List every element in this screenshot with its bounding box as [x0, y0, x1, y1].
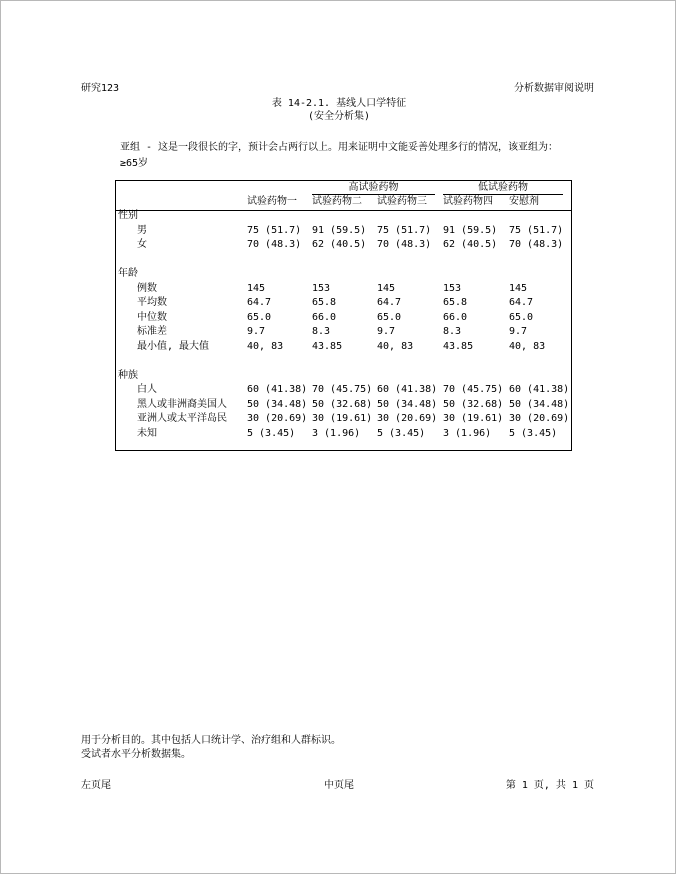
- header-doc-type: 分析数据审阅说明: [514, 83, 594, 94]
- table-cell: 30 (19.61): [312, 413, 373, 424]
- table-cell: 65.0: [509, 311, 534, 323]
- row-label: 亚洲人或太平洋岛民: [137, 413, 227, 424]
- table-cell: 65.8: [443, 297, 468, 308]
- row-label: 标准差: [137, 326, 167, 337]
- table-title: 表 14-2.1. 基线人口学特征: [271, 98, 407, 109]
- subgroup-note: 亚组 - 这是一段很长的字，预计会占两行以上。用来证明中文能妥善处理多行的情况，该亚组为： ≥65岁: [120, 142, 559, 169]
- table-cell: 9.7: [247, 326, 266, 337]
- table-cell: 30 (20.69): [377, 413, 438, 424]
- table-cell: 9.7: [377, 326, 396, 337]
- column-header: 试验药物二: [312, 196, 362, 207]
- table-cell: 75 (51.7): [247, 224, 302, 236]
- table-cell: 62 (40.5): [443, 239, 498, 250]
- table-cell: 60 (41.38): [377, 384, 438, 395]
- table-cell: 145: [247, 282, 266, 294]
- row-label: 例数: [137, 282, 157, 294]
- table-cell: 70 (48.3): [247, 239, 302, 250]
- table-cell: 75 (51.7): [509, 224, 564, 236]
- table-cell: 65.0: [377, 311, 402, 323]
- table-cell: 60 (41.38): [509, 384, 570, 395]
- table-cell: 5 (3.45): [377, 427, 426, 439]
- table-cell: 70 (45.75): [443, 384, 504, 395]
- column-header: 试验药物三: [377, 196, 427, 207]
- column-header: 安慰剂: [509, 196, 539, 207]
- table-cell: 30 (20.69): [509, 413, 570, 424]
- table-cell: 8.3: [443, 326, 462, 337]
- row-label: 男: [137, 224, 147, 236]
- section-label: 性别: [118, 210, 138, 221]
- table-cell: 145: [509, 282, 528, 294]
- row-label: 中位数: [137, 311, 167, 323]
- table-cell: 75 (51.7): [377, 224, 432, 236]
- table-cell: 9.7: [509, 326, 528, 337]
- table-cell: 66.0: [312, 311, 337, 323]
- footer-left: 左页尾: [81, 780, 111, 791]
- column-header: 试验药物四: [443, 196, 493, 207]
- table-cell: 145: [377, 282, 396, 294]
- table-cell: 40, 83: [247, 340, 284, 352]
- header-study-id: 研究123: [81, 83, 120, 94]
- table-cell: 70 (45.75): [312, 384, 373, 395]
- row-label: 最小值, 最大值: [137, 340, 210, 352]
- table-cell: 50 (34.48): [509, 398, 570, 410]
- table-cell: 43.85: [443, 340, 474, 352]
- table-subtitle: (安全分析集): [307, 111, 371, 122]
- table-cell: 153: [443, 282, 462, 294]
- table-cell: 64.7: [377, 297, 402, 308]
- section-label: 年龄: [118, 268, 138, 279]
- table-cell: 66.0: [443, 311, 468, 323]
- table-cell: 30 (19.61): [443, 413, 504, 424]
- table-cell: 70 (48.3): [509, 239, 564, 250]
- footer-center: 中页尾: [324, 780, 354, 791]
- table-cell: 43.85: [312, 340, 343, 352]
- table-cell: 30 (20.69): [247, 413, 308, 424]
- table-cell: 3 (1.96): [312, 427, 361, 439]
- table-cell: 50 (34.48): [247, 398, 308, 410]
- section-label: 种族: [118, 369, 138, 381]
- span-header-high: 高试验药物: [348, 182, 399, 193]
- table-cell: 64.7: [247, 297, 272, 308]
- table-cell: 91 (59.5): [312, 224, 367, 236]
- footnote: 受试者水平分析数据集。: [81, 749, 191, 760]
- table-cell: 70 (48.3): [377, 239, 432, 250]
- table-cell: 3 (1.96): [443, 427, 492, 439]
- table-cell: 65.0: [247, 311, 272, 323]
- table-cell: 64.7: [509, 297, 534, 308]
- table-cell: 91 (59.5): [443, 224, 498, 236]
- table-cell: 65.8: [312, 297, 337, 308]
- column-header: 试验药物一: [247, 196, 297, 207]
- header-rule: [116, 210, 571, 211]
- span-underline-low: [443, 194, 563, 195]
- row-label: 未知: [137, 427, 157, 439]
- row-label: 黑人或非洲裔美国人: [137, 398, 227, 410]
- row-label: 白人: [137, 384, 157, 395]
- table-cell: 5 (3.45): [247, 427, 296, 439]
- footnote: 用于分析目的。其中包括人口统计学、治疗组和人群标识。: [81, 735, 341, 746]
- table-cell: 40, 83: [509, 340, 546, 352]
- table-cell: 50 (32.68): [443, 398, 504, 410]
- table-cell: 62 (40.5): [312, 239, 367, 250]
- row-label: 女: [137, 239, 147, 250]
- footer-right: 第 1 页, 共 1 页: [505, 780, 594, 791]
- table-cell: 50 (32.68): [312, 398, 373, 410]
- table-cell: 8.3: [312, 326, 331, 337]
- table-cell: 60 (41.38): [247, 384, 308, 395]
- table-cell: 5 (3.45): [509, 427, 558, 439]
- span-underline-high: [312, 194, 435, 195]
- table-cell: 153: [312, 282, 331, 294]
- span-header-low: 低试验药物: [478, 182, 528, 193]
- demographics-table: [115, 180, 572, 451]
- table-cell: 50 (34.48): [377, 398, 438, 410]
- row-label: 平均数: [137, 297, 167, 308]
- table-cell: 40, 83: [377, 340, 414, 352]
